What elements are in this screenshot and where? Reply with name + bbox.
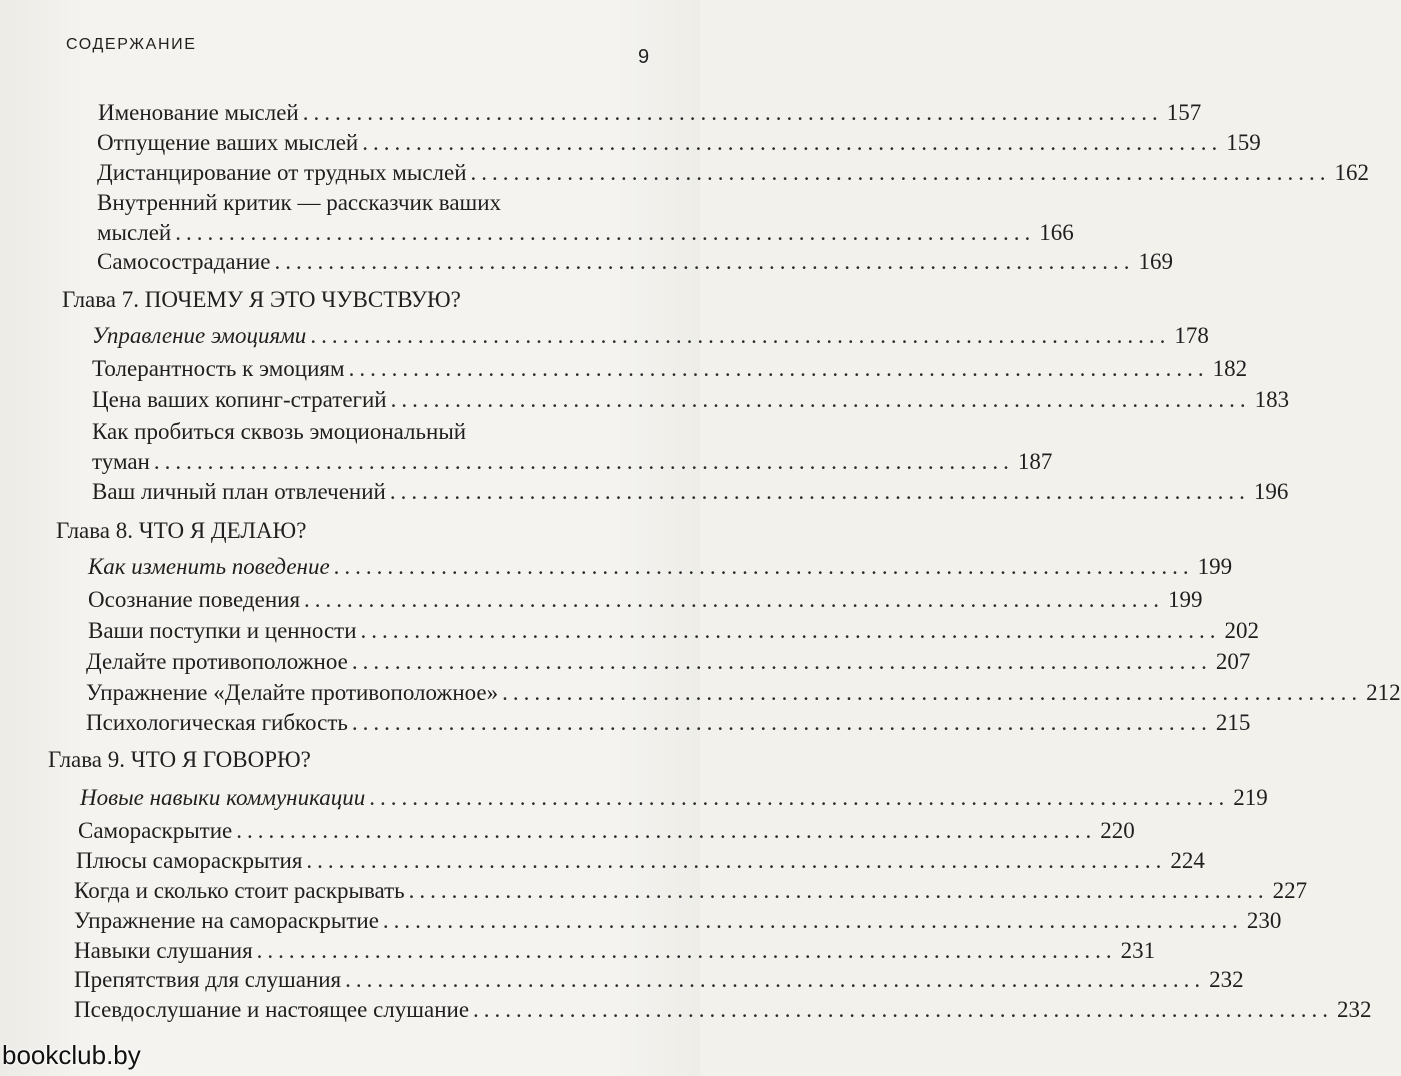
toc-entry-title: Упражнение на самораскрытие [74,908,379,933]
toc-entry [76,847,1205,875]
toc-entry-page: 227 [1272,878,1308,903]
dot-leader: ................................................................................ [389,479,1250,504]
toc-entry [97,129,1261,157]
toc-entry-title-line: Как пробиться сквозь эмоциональный [92,419,467,444]
toc-entry-title: Цена ваших копинг-стратегий [92,387,387,412]
toc-entry-title: Отпущение ваших мыслей [97,130,359,155]
page-number: 9 [638,46,650,68]
toc-entry-title: Самосострадание [97,249,271,274]
toc-entry [97,219,1074,247]
toc-entry [74,907,1282,935]
toc-entry-page: 230 [1246,908,1282,933]
toc-entry-title: Ваш личный план отвлечений [92,479,386,504]
toc-entry [92,322,1209,350]
dot-leader: ................................................................................ [408,878,1269,903]
toc-entry [92,386,1290,414]
toc-entry-page: 219 [1233,785,1268,810]
dot-leader: ................................................................................ [345,967,1206,992]
toc-entry-page: 202 [1224,618,1260,643]
toc-entry [74,996,1372,1024]
toc-entry-title: Управление эмоциями [92,323,307,348]
toc-entry-title: Когда и сколько стоит раскрывать [74,878,405,903]
dot-leader: ................................................................................ [360,618,1221,643]
toc-entry-title-line: Внутренний критик — рассказчик ваших [97,190,502,215]
toc-entry [86,709,1251,737]
toc-entry-page: 207 [1215,649,1251,674]
toc-entry-page: 224 [1170,848,1205,873]
chapter-heading: Глава 8. ЧТО Я ДЕЛАЮ? [56,518,307,543]
dot-leader: ................................................................................ [470,160,1331,185]
chapter-heading: Глава 7. ПОЧЕМУ Я ЭТО ЧУВСТВУЮ? [62,287,461,312]
toc-entry [86,679,1401,707]
toc-entry-title: Именование мыслей [98,100,299,125]
toc-entry-page: 157 [1166,100,1202,125]
toc-entry [88,586,1203,614]
toc-entry [74,966,1244,994]
toc-entry [97,159,1370,187]
dot-leader: ................................................................................ [175,220,1036,245]
toc-entry [78,817,1135,845]
toc-entry-title: Упражнение «Делайте противоположное» [86,680,499,705]
toc-entry-title: Ваши поступки и ценности [88,618,357,643]
chapter-heading: Глава 9. ЧТО Я ГОВОРЮ? [48,747,311,772]
dot-leader: ................................................................................ [351,710,1212,735]
dot-leader: ................................................................................ [333,554,1194,579]
toc-entry-title: Психологическая гибкость [86,710,348,735]
toc-entry [74,877,1308,905]
toc-entry [88,553,1233,581]
toc-entry [97,248,1173,276]
toc-entry-page: 232 [1209,967,1244,992]
toc-entry-page: 183 [1254,387,1290,412]
dot-leader: ................................................................................ [306,848,1167,873]
dot-leader: ................................................................................ [351,649,1212,674]
dot-leader: ................................................................................ [362,130,1223,155]
toc-entry [88,617,1260,645]
running-head: СОДЕРЖАНИЕ [66,36,197,53]
toc-entry-title: Толерантность к эмоциям [92,356,345,381]
toc-entry [92,355,1248,383]
dot-leader: ................................................................................ [382,908,1243,933]
toc-entry-title: Псевдослушание и настоящее слушание [74,997,470,1022]
toc-entry-page: 187 [1017,449,1053,474]
dot-leader: ................................................................................ [473,997,1334,1022]
toc-entry-page: 182 [1212,356,1248,381]
toc-entry-page: 232 [1337,997,1372,1022]
toc-entry-page: 178 [1174,323,1209,348]
dot-leader: ................................................................................ [348,356,1209,381]
toc-entry [92,448,1053,476]
toc-entry-title: Делайте противоположное [86,649,348,674]
toc-entry-page: 231 [1120,938,1156,963]
toc-entry-page: 215 [1215,710,1251,735]
toc-entry-page: 199 [1197,554,1233,579]
toc-entry-title: Дистанцирование от трудных мыслей [97,160,467,185]
toc-entry-title: Препятствия для слушания [74,967,342,992]
dot-leader: ................................................................................ [369,785,1230,810]
toc-entry-page: 196 [1253,479,1289,504]
toc-entry [92,478,1289,506]
toc-entry-page: 220 [1100,818,1135,843]
dot-leader: ................................................................................ [304,587,1165,612]
toc-entry-title: Навыки слушания [74,938,253,963]
toc-entry-title: Как изменить поведение [88,554,330,579]
toc-entry-page: 166 [1039,220,1074,245]
dot-leader: ................................................................................ [256,938,1117,963]
toc-entry [80,784,1268,812]
dot-leader: ................................................................................ [153,449,1014,474]
toc-entry [86,648,1251,676]
toc-entry-title: туман [92,449,150,474]
toc-entry [98,99,1202,127]
toc-entry-page: 212 [1366,680,1401,705]
toc-entry [74,937,1156,965]
toc-entry-page: 162 [1334,160,1370,185]
toc-entry-title: Новые навыки коммуникации [80,785,366,810]
dot-leader: ................................................................................ [390,387,1251,412]
dot-leader: ................................................................................ [274,249,1135,274]
toc-entry-title: Самораскрытие [78,818,233,843]
toc-entry-title: мыслей [97,220,172,245]
toc-entry-page: 199 [1168,587,1203,612]
toc-entry-page: 159 [1226,130,1261,155]
toc-entry-page: 169 [1138,249,1173,274]
dot-leader: ................................................................................ [236,818,1097,843]
dot-leader: ................................................................................ [310,323,1171,348]
site-watermark: bookclub.by [2,1040,141,1070]
dot-leader: ................................................................................ [502,680,1363,705]
dot-leader: ................................................................................ [302,100,1163,125]
toc-entry-title: Осознание поведения [88,587,301,612]
toc-entry-title: Плюсы самораскрытия [76,848,303,873]
